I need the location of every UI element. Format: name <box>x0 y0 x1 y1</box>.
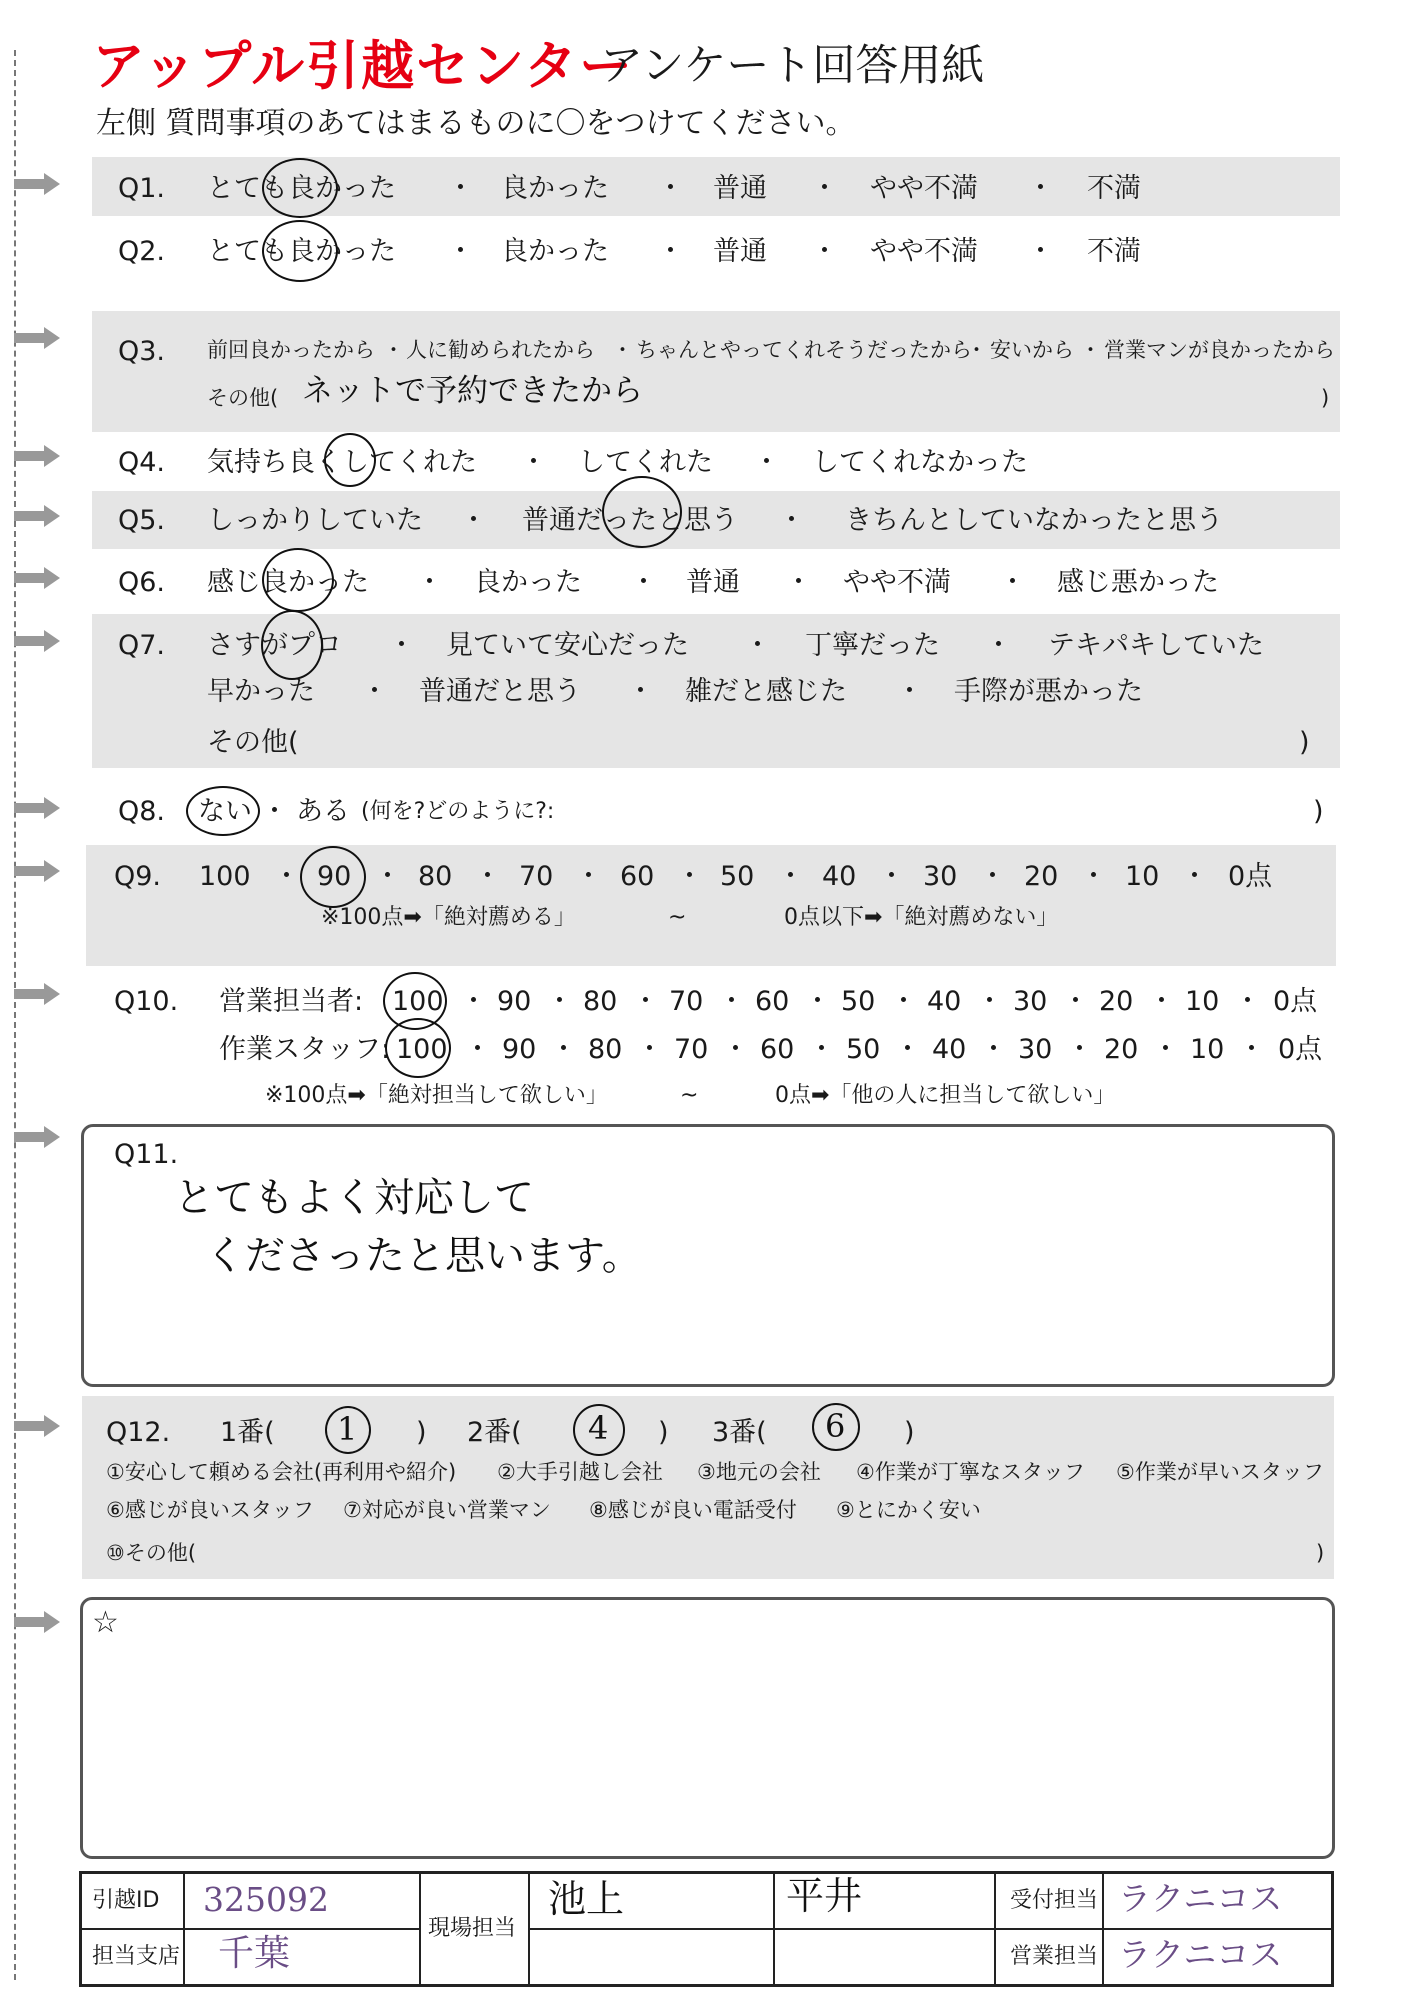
branch-label: 担当支店 <box>92 1944 181 1969</box>
q10-note-right: 0点➡「他の人に担当して欲しい」 <box>775 1083 1116 1108</box>
q3-option-sales[interactable]: 営業マンが良かったから <box>1104 338 1335 362</box>
arrow-icon <box>14 797 60 819</box>
q12-choice-6[interactable]: ⑥感じが良いスタッフ <box>106 1498 314 1522</box>
q10-sales-score-60[interactable]: 60 <box>755 986 790 1017</box>
q4-selection-circle <box>324 433 376 487</box>
q10-staff-label: 作業スタッフ: <box>219 1034 391 1065</box>
branch-value[interactable]: 千葉 <box>218 1933 291 1974</box>
q8-option-some[interactable]: ある <box>296 796 350 827</box>
q7-option-reassuring[interactable]: 見ていて安心だった <box>446 630 689 661</box>
q1-option-slightly-dissatisfied[interactable]: やや不満 <box>870 173 978 204</box>
separator-dot: ・ <box>447 173 474 204</box>
q12-rank3-value[interactable]: 6 <box>825 1407 846 1445</box>
q6-selection-circle <box>262 548 334 612</box>
q7-option-fast[interactable]: 早かった <box>207 676 315 707</box>
separator-dot: ・ <box>474 861 501 892</box>
q10-sales-score-20[interactable]: 20 <box>1099 986 1134 1017</box>
separator-dot: ・ <box>1066 1034 1093 1065</box>
separator-dot: ・ <box>976 986 1003 1017</box>
q7-option-clumsy[interactable]: 手際が悪かった <box>954 676 1143 707</box>
separator-dot: ・ <box>1238 1034 1265 1065</box>
separator-dot: ・ <box>804 986 831 1017</box>
q10-staff-selection-circle <box>385 1018 451 1078</box>
q5-label: Q5. <box>118 505 166 536</box>
footer-divider <box>80 1928 420 1930</box>
reception-label: 受付担当 <box>1010 1888 1099 1913</box>
footer-divider <box>773 1872 775 1986</box>
separator-dot: ・ <box>811 236 838 267</box>
site-staff-2[interactable]: 平井 <box>786 1874 863 1918</box>
q12-label: Q12. <box>106 1417 171 1448</box>
separator-dot: ・ <box>273 861 300 892</box>
q9-note-right: 0点以下➡「絶対薦めない」 <box>784 905 1059 930</box>
separator-dot: ・ <box>261 796 288 827</box>
separator-dot: ・ <box>1027 236 1054 267</box>
q10-sales-score-0[interactable]: 0点 <box>1273 986 1318 1017</box>
q12-other-label: ⑩その他( <box>106 1541 197 1565</box>
q10-staff-score-10[interactable]: 10 <box>1190 1034 1225 1065</box>
separator-dot: ・ <box>1080 861 1107 892</box>
separator-dot: ・ <box>777 861 804 892</box>
q11-answer-line1: とてもよく対応して <box>174 1175 534 1221</box>
q12-choice-3[interactable]: ③地元の会社 <box>697 1460 821 1484</box>
q12-rank2-value[interactable]: 4 <box>588 1409 609 1447</box>
separator-dot: ・ <box>985 630 1012 661</box>
q2-option-good[interactable]: 良かった <box>501 236 609 267</box>
q3-other-close: ) <box>1321 386 1330 410</box>
separator-dot: ・ <box>460 986 487 1017</box>
q7-option-normal[interactable]: 普通だと思う <box>419 676 581 707</box>
q6-label: Q6. <box>118 567 166 598</box>
q5-selection-circle <box>602 476 682 548</box>
q10-staff-score-60[interactable]: 60 <box>760 1034 795 1065</box>
separator-dot: ・ <box>627 676 654 707</box>
q12-rank2-circle <box>573 1404 625 1456</box>
separator-dot: ・ <box>979 861 1006 892</box>
separator-dot: ・ <box>722 1034 749 1065</box>
q12-rank1-value[interactable]: 1 <box>337 1410 358 1448</box>
q12-rank1-close: ) <box>416 1417 427 1448</box>
q7-option-careless[interactable]: 雑だと感じた <box>685 676 847 707</box>
q2-option-normal[interactable]: 普通 <box>713 236 767 267</box>
q10-staff-score-100[interactable]: 100 <box>396 1034 448 1065</box>
q3-option-cheap[interactable]: 安いから <box>990 338 1074 362</box>
separator-dot: ・ <box>980 1034 1007 1065</box>
q7-other-close: ) <box>1299 727 1310 758</box>
brand-title: アップル引越センター <box>92 36 635 97</box>
footer-divider <box>528 1872 530 1986</box>
separator-dot: ・ <box>447 236 474 267</box>
q6-option-bad[interactable]: 感じ悪かった <box>1057 567 1219 598</box>
arrow-icon <box>14 505 60 527</box>
separator-dot: ・ <box>575 861 602 892</box>
q1-label: Q1. <box>118 173 166 204</box>
arrow-icon <box>14 567 60 589</box>
q4-option-did-not[interactable]: してくれなかった <box>812 447 1028 478</box>
q9-score-80[interactable]: 80 <box>418 861 453 892</box>
instruction-text: 左側 質問事項のあてはまるものに〇をつけてください。 <box>96 106 856 141</box>
q10-sales-score-50[interactable]: 50 <box>841 986 876 1017</box>
separator-dot: ・ <box>744 630 771 661</box>
separator-dot: ・ <box>1152 1034 1179 1065</box>
q9-score-0[interactable]: 0点 <box>1228 861 1273 892</box>
q10-sales-score-90[interactable]: 90 <box>497 986 532 1017</box>
q12-choice-4[interactable]: ④作業が丁寧なスタッフ <box>856 1460 1085 1484</box>
separator-dot: ・ <box>1234 986 1261 1017</box>
q10-sales-score-30[interactable]: 30 <box>1013 986 1048 1017</box>
footer-divider <box>419 1872 421 1986</box>
q12-rank3-close: ) <box>904 1417 915 1448</box>
sales-staff-value[interactable]: ラクニコス <box>1118 1935 1283 1974</box>
q9-note-left: ※100点➡「絶対薦める」 <box>321 905 576 930</box>
q9-score-60[interactable]: 60 <box>620 861 655 892</box>
q10-staff-score-20[interactable]: 20 <box>1104 1034 1139 1065</box>
q1-selection-circle <box>262 158 338 218</box>
q8-close: ) <box>1313 796 1324 827</box>
separator-dot: ・ <box>374 861 401 892</box>
separator-dot: ・ <box>657 236 684 267</box>
q8-detail-prompt: (何を?どのように?: <box>361 799 555 824</box>
q12-rank2-close: ) <box>658 1417 669 1448</box>
q12-rank3-circle <box>812 1403 860 1451</box>
q3-option-recommended[interactable]: 人に勧められたから <box>406 338 595 362</box>
q7-selection-circle <box>261 610 323 680</box>
q3-other-label: その他( <box>207 386 279 410</box>
q2-option-dissatisfied[interactable]: 不満 <box>1087 236 1141 267</box>
q5-option-solid[interactable]: しっかりしていた <box>207 505 423 536</box>
q1-option-very-good[interactable]: とても良かった <box>207 173 396 204</box>
comment-box[interactable] <box>80 1597 1335 1859</box>
separator-dot: ・ <box>630 567 657 598</box>
q8-selection-circle <box>186 786 260 836</box>
separator-dot: ・ <box>778 505 805 536</box>
q10-staff-score-70[interactable]: 70 <box>674 1034 709 1065</box>
footer-divider <box>994 1928 1334 1930</box>
q4-label: Q4. <box>118 447 166 478</box>
arrow-icon <box>14 983 60 1005</box>
q10-note-left: ※100点➡「絶対担当して欲しい」 <box>265 1083 608 1108</box>
separator-dot: ・ <box>383 338 404 362</box>
footer-divider <box>1102 1872 1104 1986</box>
star-icon: ☆ <box>92 1605 119 1640</box>
arrow-icon <box>14 327 60 349</box>
q6-option-good[interactable]: 良かった <box>474 567 582 598</box>
q1-option-good[interactable]: 良かった <box>501 173 609 204</box>
q12-choice-8[interactable]: ⑧感じが良い電話受付 <box>589 1498 797 1522</box>
q1-option-normal[interactable]: 普通 <box>713 173 767 204</box>
arrow-icon <box>14 630 60 652</box>
separator-dot: ・ <box>753 447 780 478</box>
separator-dot: ・ <box>464 1034 491 1065</box>
q5-option-sloppy[interactable]: きちんとしていなかったと思う <box>845 505 1223 536</box>
q9-selection-circle <box>300 846 366 908</box>
arrow-icon <box>14 445 60 467</box>
q12-choice-5[interactable]: ⑤作業が早いスタッフ <box>1116 1460 1324 1484</box>
q10-sales-score-10[interactable]: 10 <box>1185 986 1220 1017</box>
q12-other-close: ) <box>1316 1541 1325 1565</box>
q9-score-10[interactable]: 10 <box>1125 861 1160 892</box>
footer-divider <box>528 1928 994 1930</box>
separator-dot: ・ <box>676 861 703 892</box>
q9-note-mid: ~ <box>668 905 687 930</box>
separator-dot: ・ <box>808 1034 835 1065</box>
q4-option-pleasant[interactable]: 気持ち良くしてくれた <box>207 447 477 478</box>
arrow-icon <box>14 173 60 195</box>
q9-score-30[interactable]: 30 <box>923 861 958 892</box>
separator-dot: ・ <box>636 1034 663 1065</box>
q10-sales-label: 営業担当者: <box>219 986 364 1017</box>
q12-rank1-circle <box>325 1406 371 1454</box>
separator-dot: ・ <box>966 338 987 362</box>
separator-dot: ・ <box>1148 986 1175 1017</box>
separator-dot: ・ <box>520 447 547 478</box>
arrow-icon <box>14 1415 60 1437</box>
separator-dot: ・ <box>632 986 659 1017</box>
q11-answer-line2: くださったと思います。 <box>205 1233 642 1279</box>
q12-choice-7[interactable]: ⑦対応が良い営業マン <box>343 1498 551 1522</box>
separator-dot: ・ <box>896 676 923 707</box>
q9-label: Q9. <box>114 861 162 892</box>
q10-staff-score-30[interactable]: 30 <box>1018 1034 1053 1065</box>
separator-dot: ・ <box>890 986 917 1017</box>
q10-sales-score-40[interactable]: 40 <box>927 986 962 1017</box>
footer-divider <box>183 1872 185 1986</box>
q12-choice-1[interactable]: ①安心して頼める会社(再利用や紹介) <box>106 1460 457 1484</box>
q8-option-none[interactable]: ない <box>198 796 252 827</box>
q3-option-previous[interactable]: 前回良かったから <box>207 338 375 362</box>
q10-staff-score-0[interactable]: 0点 <box>1278 1034 1323 1065</box>
separator-dot: ・ <box>657 173 684 204</box>
q9-score-40[interactable]: 40 <box>822 861 857 892</box>
arrow-icon <box>14 1126 60 1148</box>
q6-option-very-good[interactable]: 感じ良かった <box>207 567 369 598</box>
q12-choice-2[interactable]: ②大手引越し会社 <box>497 1460 663 1484</box>
separator-dot: ・ <box>785 567 812 598</box>
q3-other-handwritten[interactable]: ネットで予約できたから <box>302 373 643 409</box>
separator-dot: ・ <box>361 676 388 707</box>
separator-dot: ・ <box>416 567 443 598</box>
q9-score-100[interactable]: 100 <box>199 861 251 892</box>
separator-dot: ・ <box>1062 986 1089 1017</box>
q10-label: Q10. <box>114 986 179 1017</box>
q10-staff-score-90[interactable]: 90 <box>502 1034 537 1065</box>
arrow-icon <box>14 860 60 882</box>
q3-label: Q3. <box>118 336 166 367</box>
move-id-label: 引越ID <box>92 1888 160 1913</box>
separator-dot: ・ <box>894 1034 921 1065</box>
move-id-value[interactable]: 325092 <box>203 1880 329 1919</box>
separator-dot: ・ <box>550 1034 577 1065</box>
q10-sales-score-70[interactable]: 70 <box>669 986 704 1017</box>
q7-option-pro[interactable]: さすがプロ <box>207 630 342 661</box>
q1-option-dissatisfied[interactable]: 不満 <box>1087 173 1141 204</box>
q2-option-very-good[interactable]: とても良かった <box>207 236 396 267</box>
q7-option-efficient[interactable]: テキパキしていた <box>1048 630 1264 661</box>
q10-staff-score-80[interactable]: 80 <box>588 1034 623 1065</box>
q2-label: Q2. <box>118 236 166 267</box>
q10-sales-score-80[interactable]: 80 <box>583 986 618 1017</box>
separator-dot: ・ <box>612 338 633 362</box>
reception-value[interactable]: ラクニコス <box>1118 1879 1283 1918</box>
separator-dot: ・ <box>718 986 745 1017</box>
q10-staff-score-50[interactable]: 50 <box>846 1034 881 1065</box>
q10-note-mid: ~ <box>680 1083 699 1108</box>
q6-option-normal[interactable]: 普通 <box>686 567 740 598</box>
q11-label: Q11. <box>114 1139 179 1170</box>
q12-rank1-label: 1番( <box>220 1417 275 1448</box>
site-staff-label: 現場担当 <box>428 1916 517 1941</box>
footer-divider <box>994 1872 996 1986</box>
site-staff-1[interactable]: 池上 <box>548 1877 625 1921</box>
q7-label: Q7. <box>118 630 166 661</box>
q9-score-20[interactable]: 20 <box>1024 861 1059 892</box>
q6-option-slightly-dissatisfied[interactable]: やや不満 <box>843 567 951 598</box>
q9-score-90[interactable]: 90 <box>317 861 352 892</box>
form-title: アンケート回答用紙 <box>600 41 985 91</box>
q5-option-normal[interactable]: 普通だったと思う <box>522 505 738 536</box>
separator-dot: ・ <box>388 630 415 661</box>
separator-dot: ・ <box>1080 338 1101 362</box>
separator-dot: ・ <box>460 505 487 536</box>
q7-option-careful[interactable]: 丁寧だった <box>805 630 940 661</box>
q9-score-50[interactable]: 50 <box>720 861 755 892</box>
q2-option-slightly-dissatisfied[interactable]: やや不満 <box>870 236 978 267</box>
q2-selection-circle <box>262 220 338 282</box>
separator-dot: ・ <box>1027 173 1054 204</box>
q12-rank3-label: 3番( <box>712 1417 767 1448</box>
sales-staff-label: 営業担当 <box>1010 1944 1099 1969</box>
q10-sales-score-100[interactable]: 100 <box>392 986 444 1017</box>
q8-label: Q8. <box>118 796 166 827</box>
arrow-icon <box>14 1611 60 1633</box>
q7-other-label: その他( <box>207 727 299 758</box>
separator-dot: ・ <box>1181 861 1208 892</box>
q4-option-did[interactable]: してくれた <box>578 447 713 478</box>
separator-dot: ・ <box>878 861 905 892</box>
q9-score-70[interactable]: 70 <box>519 861 554 892</box>
q12-choice-9[interactable]: ⑨とにかく安い <box>836 1498 981 1522</box>
q3-option-reliable[interactable]: ちゃんとやってくれそうだったから <box>636 338 972 362</box>
separator-dot: ・ <box>546 986 573 1017</box>
band-q3 <box>92 311 1340 432</box>
q10-staff-score-40[interactable]: 40 <box>932 1034 967 1065</box>
separator-dot: ・ <box>811 173 838 204</box>
separator-dot: ・ <box>999 567 1026 598</box>
q12-rank2-label: 2番( <box>467 1417 522 1448</box>
